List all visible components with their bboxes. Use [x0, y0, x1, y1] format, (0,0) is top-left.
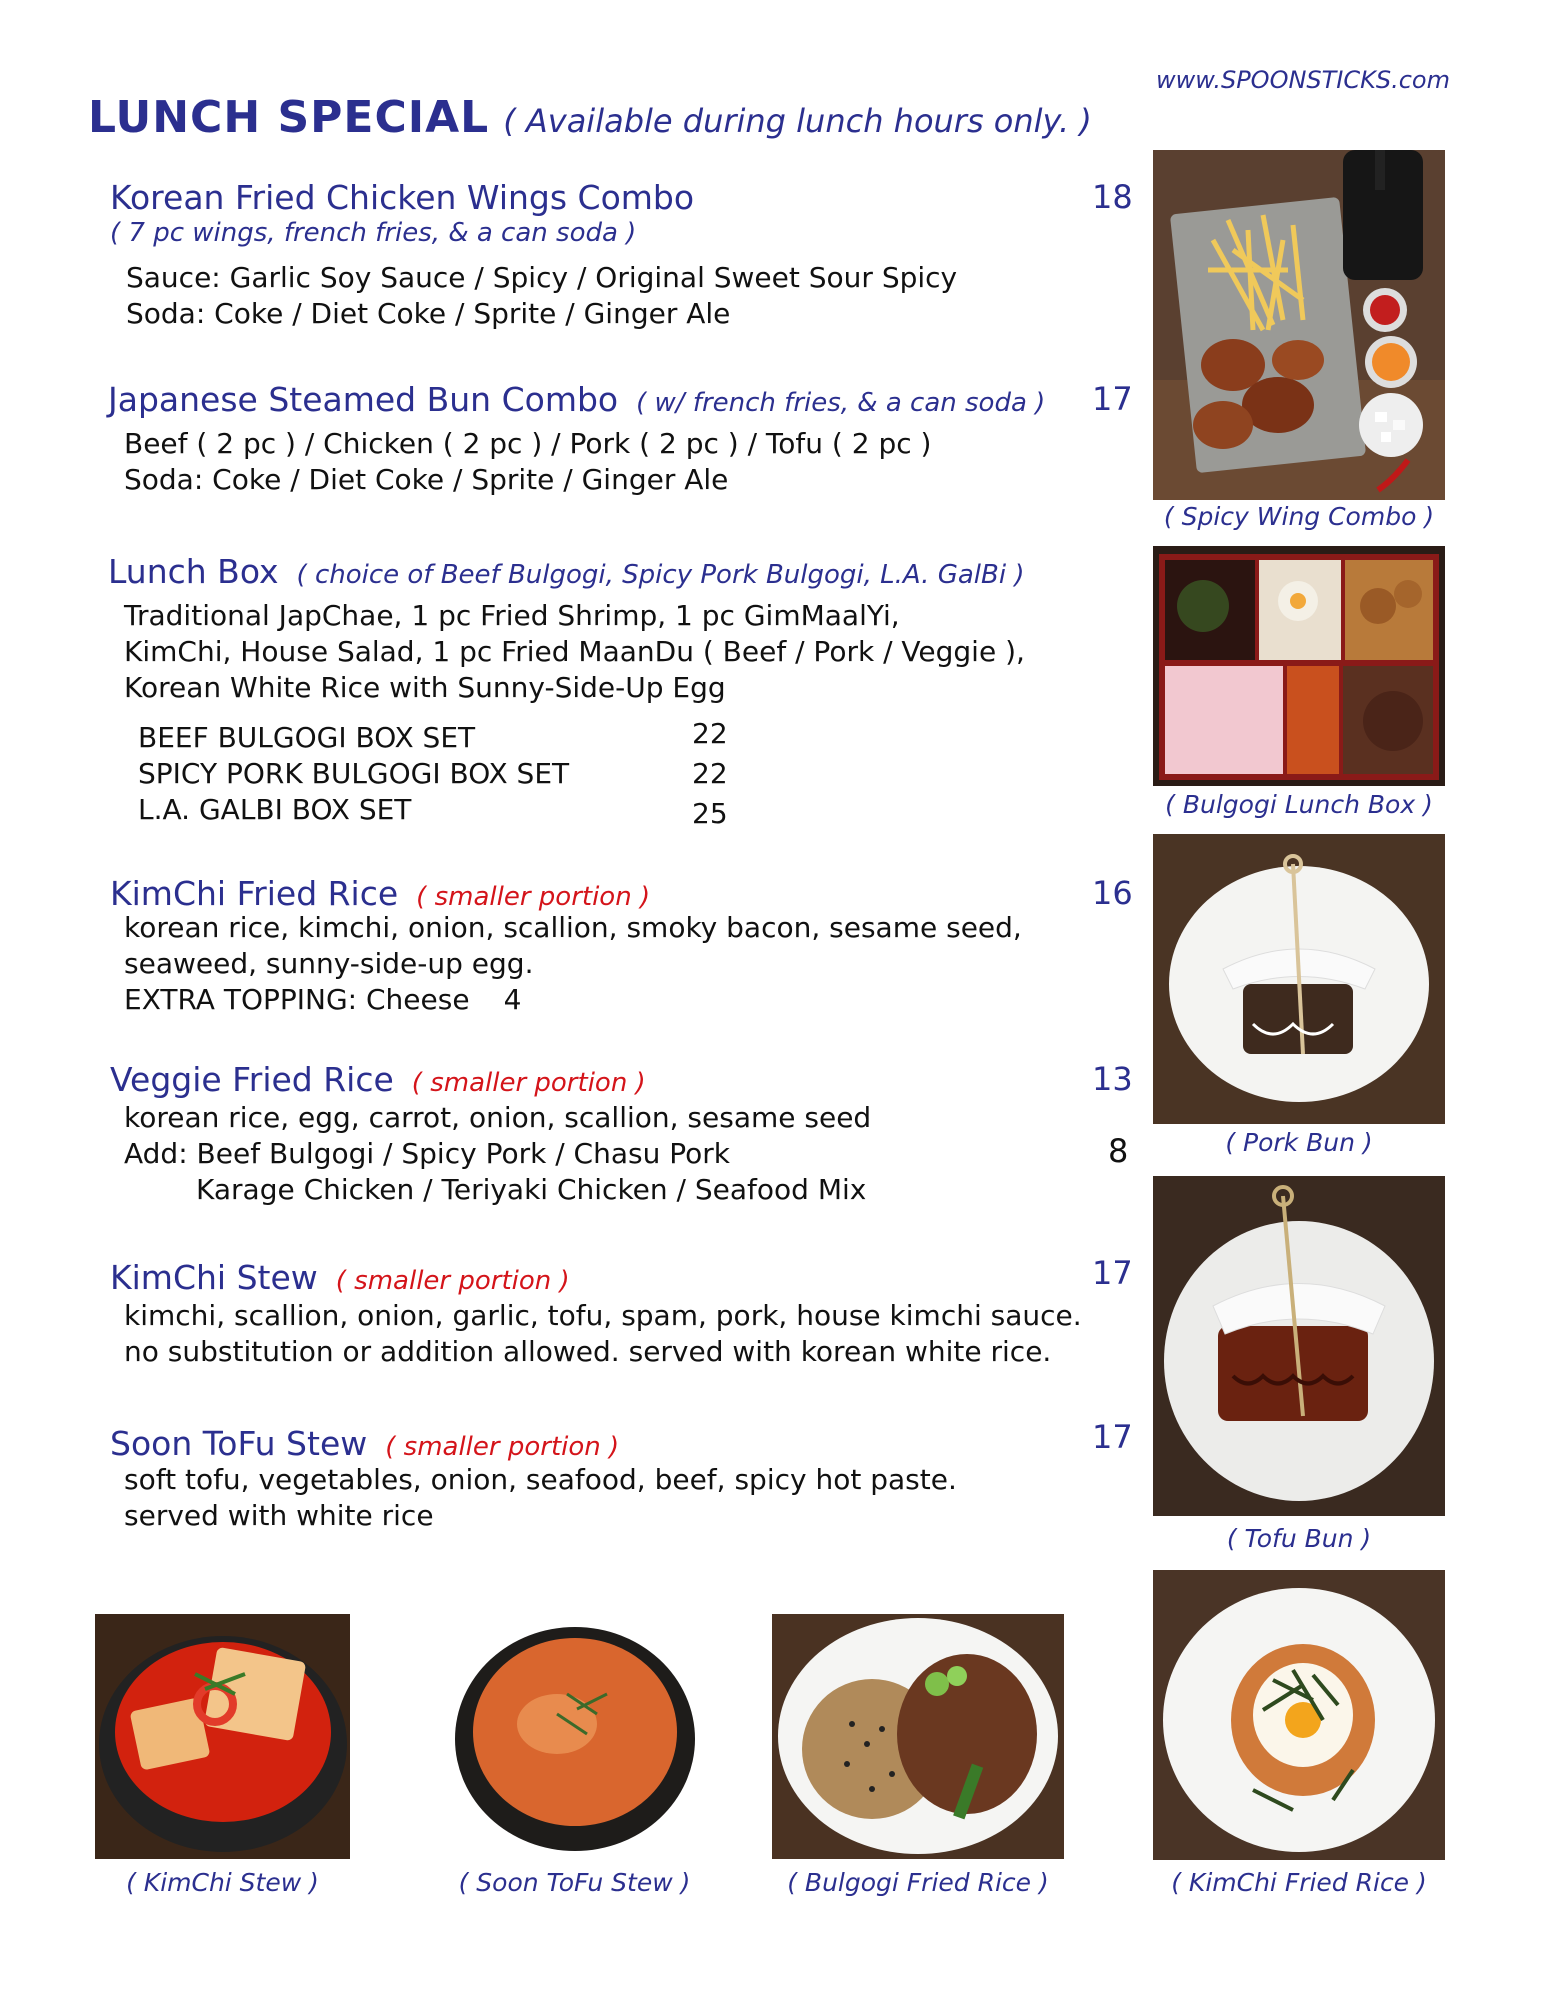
box-set-price: 22	[692, 717, 728, 750]
caption-pork-bun: ( Pork Bun )	[1225, 1128, 1373, 1157]
item-line: Soda: Coke / Diet Coke / Sprite / Ginger Ale	[124, 463, 729, 496]
item-note: ( w/ french fries, & a can soda )	[636, 388, 1046, 418]
item-price-veggie-rice: 13	[1092, 1060, 1133, 1098]
item-title-kimchi-rice	[110, 874, 650, 913]
item-title-text: KimChi Stew	[110, 1258, 318, 1297]
caption-bulgogi-box: ( Bulgogi Lunch Box )	[1165, 790, 1433, 819]
pork-bun-photo	[1153, 834, 1445, 1124]
item-price-tofu-stew: 17	[1092, 1418, 1133, 1456]
item-line: seaweed, sunny-side-up egg.	[124, 947, 534, 980]
extra-topping-label: EXTRA TOPPING: Cheese	[124, 983, 470, 1016]
bulgogi-lunch-box-photo	[1153, 546, 1445, 786]
item-price-wings: 18	[1092, 178, 1133, 216]
item-note: ( smaller portion )	[335, 1266, 570, 1296]
item-line: no substitution or addition allowed. served with korean white rice.	[124, 1335, 1052, 1368]
box-set-price: 22	[692, 757, 728, 790]
kimchi-fried-rice-photo	[1153, 1570, 1445, 1860]
item-line: korean rice, egg, carrot, onion, scallion, sesame seed	[124, 1101, 872, 1134]
item-line: Soda: Coke / Diet Coke / Sprite / Ginger Ale	[126, 297, 731, 330]
item-price-kimchi-rice: 16	[1092, 874, 1133, 912]
page-header	[88, 92, 1092, 143]
item-sub-wings: ( 7 pc wings, french fries, & a can soda )	[110, 218, 637, 248]
website-url[interactable]: www.SPOONSTICKS.com	[1155, 66, 1450, 94]
item-title-text: KimChi Fried Rice	[110, 874, 399, 913]
bulgogi-fried-rice-photo	[772, 1614, 1064, 1859]
item-line: Karage Chicken / Teriyaki Chicken / Seafood Mix	[196, 1173, 867, 1206]
tofu-bun-photo	[1153, 1176, 1445, 1516]
box-set-name: SPICY PORK BULGOGI BOX SET	[138, 757, 570, 790]
item-title-box	[108, 552, 1024, 591]
item-title-veggie-rice	[110, 1060, 646, 1099]
item-price-kimchi-stew: 17	[1092, 1254, 1133, 1292]
item-note: ( smaller portion )	[411, 1068, 646, 1098]
item-note: ( smaller portion )	[416, 882, 651, 912]
item-line: kimchi, scallion, onion, garlic, tofu, spam, pork, house kimchi sauce.	[124, 1299, 1082, 1332]
item-title-text: Veggie Fried Rice	[110, 1060, 394, 1099]
spicy-wing-combo-photo	[1153, 150, 1445, 500]
item-title-text: Soon ToFu Stew	[110, 1424, 368, 1463]
item-title-wings: Korean Fried Chicken Wings Combo	[110, 178, 695, 217]
box-set-name: BEEF BULGOGI BOX SET	[138, 721, 476, 754]
caption-spicy-wing: ( Spicy Wing Combo )	[1163, 502, 1435, 531]
caption-kimchi-fried-rice: ( KimChi Fried Rice )	[1171, 1868, 1427, 1897]
extra-topping-price: 4	[503, 983, 522, 1016]
item-line: korean rice, kimchi, onion, scallion, smoky bacon, sesame seed,	[124, 911, 1022, 944]
item-line: Add: Beef Bulgogi / Spicy Pork / Chasu Pork	[124, 1137, 730, 1170]
add-price: 8	[1108, 1132, 1129, 1170]
item-line: served with white rice	[124, 1499, 434, 1532]
item-note: ( smaller portion )	[385, 1432, 620, 1462]
caption-bulgogi-fried-rice: ( Bulgogi Fried Rice )	[787, 1868, 1049, 1897]
item-title-bun	[108, 380, 1045, 419]
item-line: soft tofu, vegetables, onion, seafood, beef, spicy hot paste.	[124, 1463, 957, 1496]
caption-soon-tofu-stew: ( Soon ToFu Stew )	[458, 1868, 691, 1897]
item-price-bun: 17	[1092, 380, 1133, 418]
extra-topping	[124, 982, 521, 1018]
item-line: Sauce: Garlic Soy Sauce / Spicy / Original Sweet Sour Spicy	[126, 261, 958, 294]
kimchi-stew-photo	[95, 1614, 350, 1859]
item-line: Traditional JapChae, 1 pc Fried Shrimp, 1 pc GimMaalYi,	[124, 599, 900, 632]
item-note: ( choice of Beef Bulgogi, Spicy Pork Bulgogi, L.A. GalBi )	[296, 560, 1025, 590]
box-set-price: 25	[692, 797, 728, 830]
item-line: Beef ( 2 pc ) / Chicken ( 2 pc ) / Pork ( 2 pc ) / Tofu ( 2 pc )	[124, 427, 932, 460]
caption-kimchi-stew: ( KimChi Stew )	[126, 1868, 319, 1897]
page-subtitle: ( Available during lunch hours only. )	[503, 102, 1092, 140]
box-set-name: L.A. GALBI BOX SET	[138, 793, 412, 826]
item-title-kimchi-stew	[110, 1258, 570, 1297]
soon-tofu-stew-photo	[447, 1614, 702, 1859]
page-title: LUNCH SPECIAL	[88, 92, 490, 143]
item-line: KimChi, House Salad, 1 pc Fried MaanDu ( Beef / Pork / Veggie ),	[124, 635, 1025, 668]
item-title-tofu-stew	[110, 1424, 619, 1463]
item-title-text: Japanese Steamed Bun Combo	[108, 380, 619, 419]
caption-tofu-bun: ( Tofu Bun )	[1226, 1524, 1372, 1553]
item-line: Korean White Rice with Sunny-Side-Up Egg	[124, 671, 726, 704]
item-title-text: Lunch Box	[108, 552, 279, 591]
